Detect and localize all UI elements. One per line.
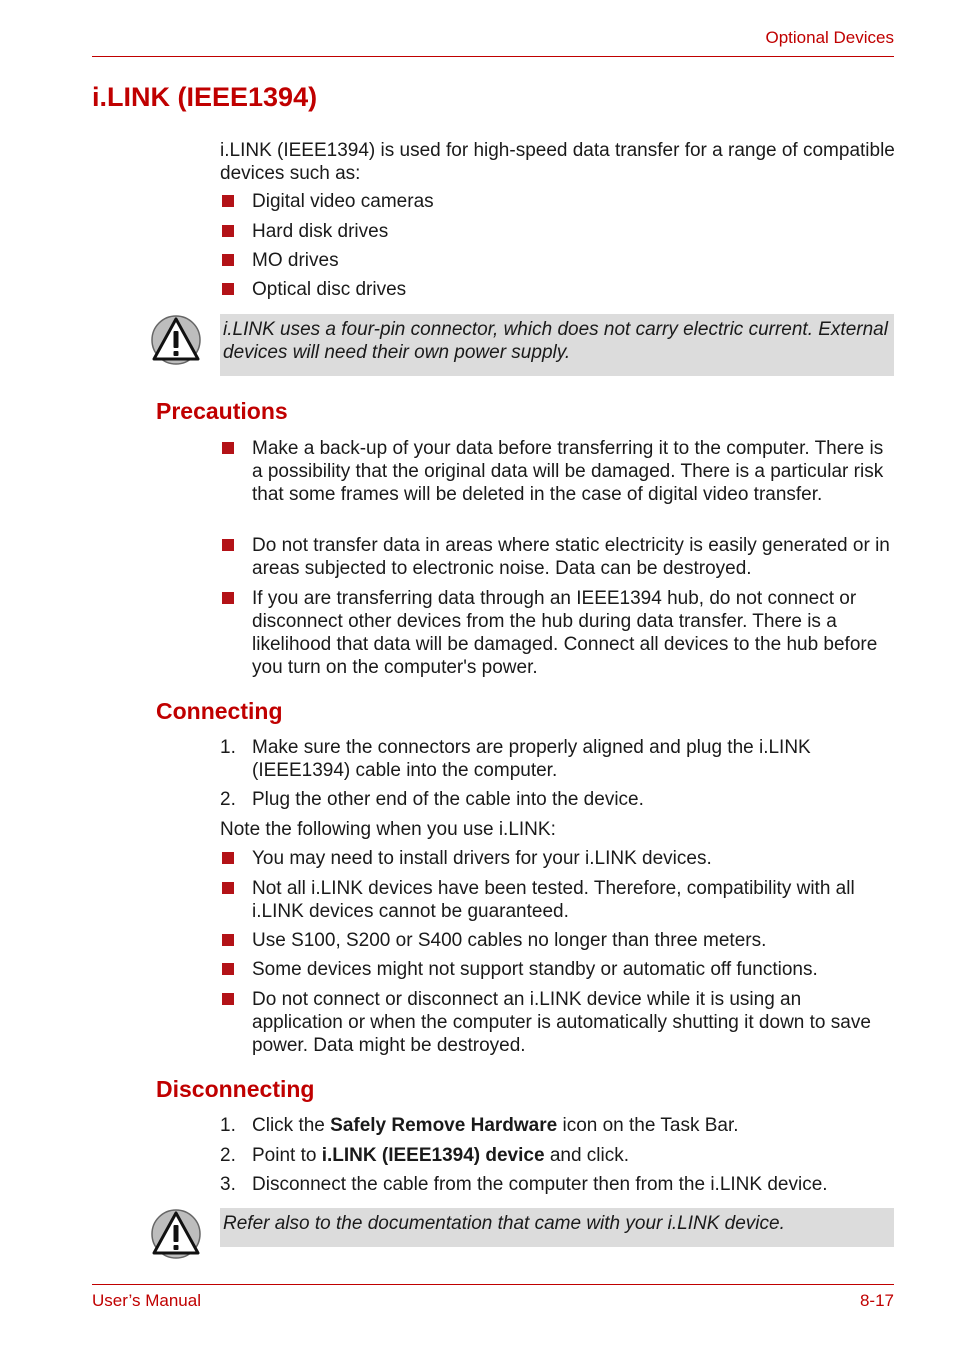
page-number: 8-17 (859, 1291, 894, 1310)
ui-term: i.LINK (IEEE1394) device (321, 1145, 545, 1166)
bullet-icon (220, 220, 252, 243)
ui-term: Safely Remove Hardware (330, 1115, 558, 1136)
list-item: Optical disc drives (220, 278, 894, 301)
warning-triangle-icon (150, 1208, 202, 1260)
warning-triangle-icon (150, 314, 202, 366)
bullet-icon (220, 929, 252, 952)
note-box: i.LINK uses a four-pin connector, which does not carry electric current. External devices will need their own power supply. (220, 314, 894, 376)
section-heading-disconnecting: Disconnecting (156, 1076, 315, 1102)
note-intro: Note the following when you use i.LINK: (220, 819, 556, 840)
bullet-icon (220, 249, 252, 272)
list-item: If you are transferring data through an IEEE1394 hub, do not connect or disconnect other devices from the hub during data transfer. There is a likelihood that data will be damaged. Connect all devices to the hub before you turn on the computer's power. (220, 587, 894, 679)
list-item: Hard disk drives (220, 220, 894, 243)
bullet-icon (220, 877, 252, 923)
list-item: MO drives (220, 249, 894, 272)
numbered-step: 1. Click the Safely Remove Hardware icon on the Task Bar. (220, 1115, 739, 1136)
numbered-step: 2. Plug the other end of the cable into the device. (220, 789, 644, 810)
bullet-icon (220, 190, 252, 213)
list-item: You may need to install drivers for your i.LINK devices. (220, 847, 894, 870)
list-item: Do not connect or disconnect an i.LINK device while it is using an application or when the computer is automatically shutting it down to save power. Data might be destroyed. (220, 988, 894, 1057)
bullet-icon (220, 847, 252, 870)
bullet-icon (220, 958, 252, 981)
section-heading-precautions: Precautions (156, 398, 288, 424)
numbered-step: 3. Disconnect the cable from the computer then from the i.LINK device. (220, 1174, 828, 1195)
list-item: Do not transfer data in areas where static electricity is easily generated or in areas subjected to electronic noise. Data can be destroyed. (220, 534, 894, 580)
footer-rule (92, 1284, 894, 1285)
numbered-step: 1. Make sure the connectors are properly aligned and plug the i.LINK (IEEE1394) cable into the computer. (220, 737, 811, 781)
intro-paragraph: i.LINK (IEEE1394) is used for high-speed data transfer for a range of compatible devices such as: (220, 140, 895, 184)
list-item: Some devices might not support standby or automatic off functions. (220, 958, 894, 981)
bullet-icon (220, 534, 252, 580)
note-box: Refer also to the documentation that came with your i.LINK device. (220, 1208, 894, 1247)
running-header: Optional Devices (765, 28, 894, 47)
list-item: Not all i.LINK devices have been tested. Therefore, compatibility with all i.LINK devices cannot be guaranteed. (220, 877, 894, 923)
bullet-icon (220, 988, 252, 1057)
list-item: Digital video cameras (220, 190, 894, 213)
list-item: Make a back-up of your data before transferring it to the computer. There is a possibility that the original data will be damaged. There is a particular risk that some frames will be deleted in the case of digital video transfer. (220, 437, 894, 506)
footer-manual-title: User’s Manual (92, 1291, 201, 1310)
numbered-step: 2. Point to i.LINK (IEEE1394) device and click. (220, 1145, 630, 1166)
header-rule (92, 56, 894, 57)
page-title: i.LINK (IEEE1394) (92, 82, 318, 112)
bullet-icon (220, 437, 252, 506)
bullet-icon (220, 278, 252, 301)
section-heading-connecting: Connecting (156, 698, 283, 724)
bullet-icon (220, 587, 252, 679)
list-item: Use S100, S200 or S400 cables no longer than three meters. (220, 929, 894, 952)
